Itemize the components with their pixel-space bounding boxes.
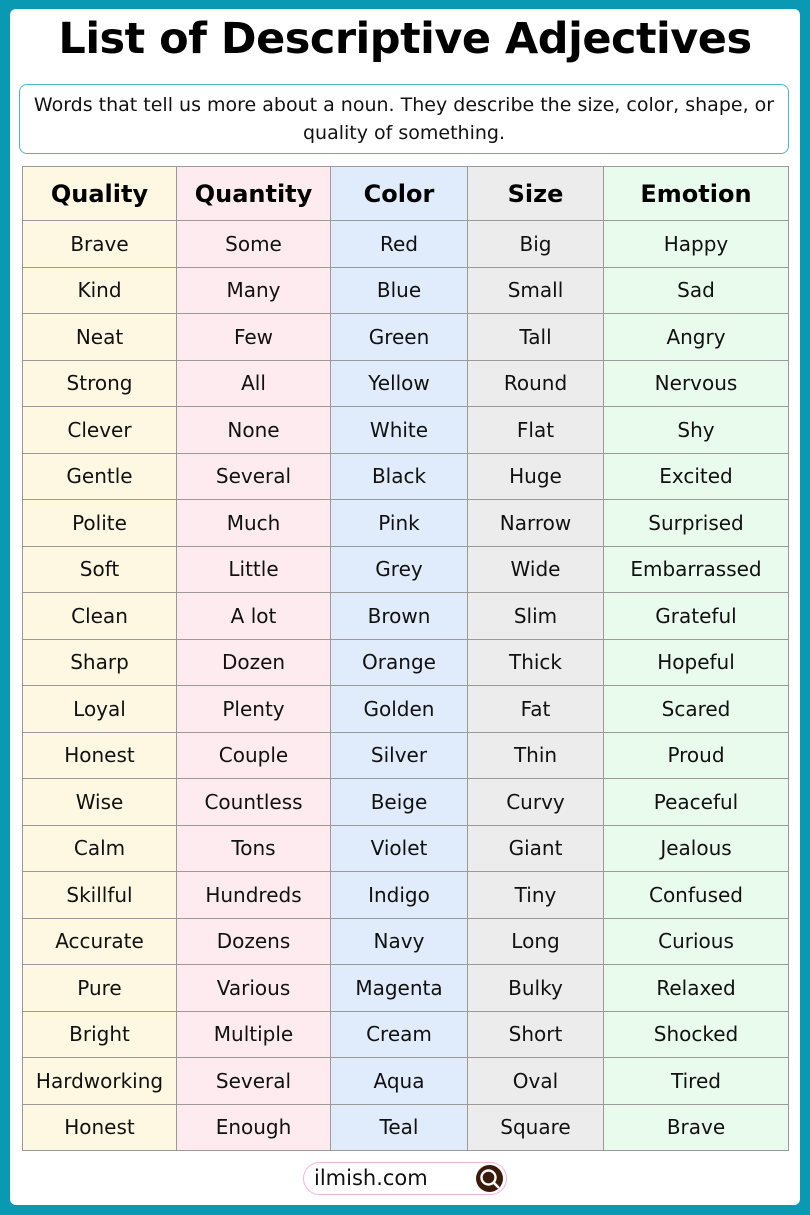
table-row — [23, 314, 789, 361]
cell-color: Black — [331, 453, 468, 500]
cell-quality: Hardworking — [23, 1058, 177, 1105]
table-row — [23, 779, 789, 826]
cell-color: Pink — [331, 500, 468, 547]
cell-quantity: Several — [177, 453, 331, 500]
cell-quantity: Enough — [177, 1104, 331, 1151]
cell-size: Long — [468, 918, 604, 965]
cell-quality: Honest — [23, 732, 177, 779]
cell-color: Yellow — [331, 360, 468, 407]
cell-size: Round — [468, 360, 604, 407]
cell-quantity: Some — [177, 221, 331, 268]
table-row — [23, 732, 789, 779]
cell-quantity: Dozens — [177, 918, 331, 965]
column-header-quantity: Quantity — [177, 167, 331, 221]
cell-quality: Strong — [23, 360, 177, 407]
cell-color: Indigo — [331, 872, 468, 919]
cell-emotion: Brave — [604, 1104, 789, 1151]
cell-emotion: Proud — [604, 732, 789, 779]
cell-size: Giant — [468, 825, 604, 872]
table-row — [23, 453, 789, 500]
cell-color: Magenta — [331, 965, 468, 1012]
cell-quality: Bright — [23, 1011, 177, 1058]
table-row — [23, 686, 789, 733]
cell-size: Square — [468, 1104, 604, 1151]
cell-emotion: Nervous — [604, 360, 789, 407]
cell-quality: Polite — [23, 500, 177, 547]
cell-size: Big — [468, 221, 604, 268]
search-icon — [476, 1165, 503, 1192]
cell-quantity: Dozen — [177, 639, 331, 686]
cell-emotion: Embarrassed — [604, 546, 789, 593]
cell-quality: Calm — [23, 825, 177, 872]
cell-quality: Clever — [23, 407, 177, 454]
website-badge[interactable] — [303, 1162, 507, 1195]
cell-emotion: Sad — [604, 267, 789, 314]
cell-size: Tiny — [468, 872, 604, 919]
cell-quality: Clean — [23, 593, 177, 640]
cell-size: Thin — [468, 732, 604, 779]
cell-quality: Soft — [23, 546, 177, 593]
cell-size: Slim — [468, 593, 604, 640]
cell-color: Aqua — [331, 1058, 468, 1105]
cell-quality: Accurate — [23, 918, 177, 965]
table-row — [23, 1058, 789, 1105]
table-row — [23, 639, 789, 686]
cell-quantity: Much — [177, 500, 331, 547]
cell-emotion: Surprised — [604, 500, 789, 547]
cell-size: Short — [468, 1011, 604, 1058]
cell-quality: Honest — [23, 1104, 177, 1151]
cell-color: Grey — [331, 546, 468, 593]
cell-size: Wide — [468, 546, 604, 593]
cell-quality: Loyal — [23, 686, 177, 733]
cell-quality: Pure — [23, 965, 177, 1012]
table-row — [23, 221, 789, 268]
cell-color: Orange — [331, 639, 468, 686]
cell-quantity: Countless — [177, 779, 331, 826]
page-title: List of Descriptive Adjectives — [58, 14, 752, 64]
cell-size: Bulky — [468, 965, 604, 1012]
cell-color: Green — [331, 314, 468, 361]
cell-quantity: Little — [177, 546, 331, 593]
cell-emotion: Scared — [604, 686, 789, 733]
cell-quantity: Several — [177, 1058, 331, 1105]
table-row — [23, 965, 789, 1012]
cell-size: Oval — [468, 1058, 604, 1105]
cell-emotion: Angry — [604, 314, 789, 361]
column-header-size: Size — [468, 167, 604, 221]
cell-emotion: Excited — [604, 453, 789, 500]
cell-quantity: Many — [177, 267, 331, 314]
cell-quality: Sharp — [23, 639, 177, 686]
cell-quality: Neat — [23, 314, 177, 361]
cell-quantity: Few — [177, 314, 331, 361]
description-box: Words that tell us more about a noun. They describe the size, color, shape, or quality of something. — [19, 84, 789, 154]
table-row — [23, 1011, 789, 1058]
cell-quantity: Plenty — [177, 686, 331, 733]
cell-size: Fat — [468, 686, 604, 733]
cell-color: Blue — [331, 267, 468, 314]
cell-quantity: Multiple — [177, 1011, 331, 1058]
table-row — [23, 267, 789, 314]
cell-emotion: Tired — [604, 1058, 789, 1105]
table-row — [23, 825, 789, 872]
cell-emotion: Jealous — [604, 825, 789, 872]
header-row — [23, 167, 789, 221]
cell-quality: Wise — [23, 779, 177, 826]
cell-color: Silver — [331, 732, 468, 779]
cell-emotion: Confused — [604, 872, 789, 919]
cell-color: White — [331, 407, 468, 454]
cell-quantity: Various — [177, 965, 331, 1012]
table-row — [23, 360, 789, 407]
cell-emotion: Shy — [604, 407, 789, 454]
cell-quality: Kind — [23, 267, 177, 314]
cell-quantity: A lot — [177, 593, 331, 640]
cell-size: Thick — [468, 639, 604, 686]
column-header-emotion: Emotion — [604, 167, 789, 221]
cell-color: Teal — [331, 1104, 468, 1151]
cell-emotion: Shocked — [604, 1011, 789, 1058]
cell-color: Navy — [331, 918, 468, 965]
cell-quantity: Tons — [177, 825, 331, 872]
cell-size: Curvy — [468, 779, 604, 826]
table-row — [23, 593, 789, 640]
website-label: ilmish.com — [314, 1166, 428, 1190]
table-row — [23, 918, 789, 965]
table-row — [23, 872, 789, 919]
cell-emotion: Curious — [604, 918, 789, 965]
cell-quantity: None — [177, 407, 331, 454]
cell-quantity: Couple — [177, 732, 331, 779]
cell-quantity: All — [177, 360, 331, 407]
table-row — [23, 1104, 789, 1151]
cell-emotion: Happy — [604, 221, 789, 268]
cell-color: Golden — [331, 686, 468, 733]
adjectives-table — [22, 166, 789, 1151]
table-row — [23, 546, 789, 593]
cell-color: Violet — [331, 825, 468, 872]
table-row — [23, 407, 789, 454]
cell-emotion: Peaceful — [604, 779, 789, 826]
cell-emotion: Relaxed — [604, 965, 789, 1012]
cell-size: Small — [468, 267, 604, 314]
cell-color: Beige — [331, 779, 468, 826]
cell-quality: Skillful — [23, 872, 177, 919]
cell-size: Huge — [468, 453, 604, 500]
cell-color: Brown — [331, 593, 468, 640]
table-row — [23, 500, 789, 547]
column-header-quality: Quality — [23, 167, 177, 221]
cell-size: Narrow — [468, 500, 604, 547]
cell-size: Tall — [468, 314, 604, 361]
cell-quantity: Hundreds — [177, 872, 331, 919]
cell-color: Cream — [331, 1011, 468, 1058]
cell-quality: Gentle — [23, 453, 177, 500]
cell-quality: Brave — [23, 221, 177, 268]
cell-color: Red — [331, 221, 468, 268]
cell-size: Flat — [468, 407, 604, 454]
cell-emotion: Grateful — [604, 593, 789, 640]
cell-emotion: Hopeful — [604, 639, 789, 686]
column-header-color: Color — [331, 167, 468, 221]
